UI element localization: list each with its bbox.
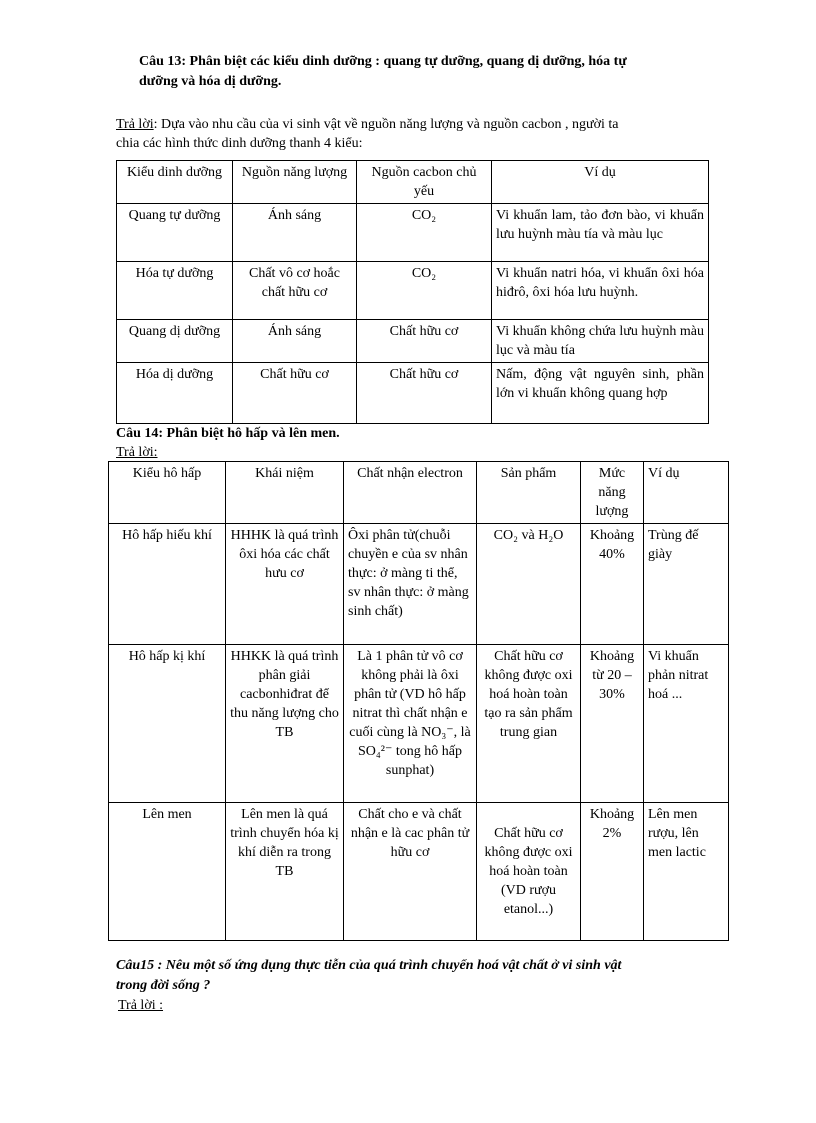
q13-header-vi-du: Ví dụ xyxy=(492,161,709,204)
q14-answer-label: Trả lời: xyxy=(116,445,158,460)
q13-cell-vi-du: Vi khuẩn natri hóa, vi khuẩn ôxi hóa hiđrô, ôxi hóa lưu huỳnh. xyxy=(492,262,709,320)
q13-title xyxy=(139,52,709,92)
q13-answer-line2: chia các hình thức dinh dưỡng thanh 4 kiểu: xyxy=(116,136,363,151)
q13-title-line1: Câu 13: Phân biệt các kiểu dinh dưỡng : quang tự dưỡng, quang dị dưỡng, hóa tự xyxy=(139,54,627,69)
q13-header-row xyxy=(117,161,709,204)
q13-title-line2: dưỡng và hóa dị dưỡng. xyxy=(139,74,282,89)
q14-cell-vi-du: Trùng đế giày xyxy=(644,524,729,645)
table-row xyxy=(117,262,709,320)
q13-answer xyxy=(116,115,716,153)
table-row xyxy=(109,803,729,941)
q13-cell-nang-luong: Chất hữu cơ xyxy=(233,363,357,424)
q14-cell-muc: Khoảng từ 20 – 30% xyxy=(581,645,644,803)
q14-cell-kieu: Hô hấp kị khí xyxy=(109,645,226,803)
table-row xyxy=(117,204,709,262)
q13-cell-kieu: Hóa dị dưỡng xyxy=(117,363,233,424)
q14-header-vi-du: Ví dụ xyxy=(644,462,729,524)
q13-cell-kieu: Hóa tự dưỡng xyxy=(117,262,233,320)
q13-cell-cacbon: Chất hữu cơ xyxy=(357,320,492,363)
q13-cell-vi-du: Nấm, động vật nguyên sinh, phần lớn vi khuẩn không quang hợp xyxy=(492,363,709,424)
q14-table xyxy=(108,461,729,941)
q13-answer-label: Trả lời xyxy=(116,117,154,132)
q13-cell-vi-du: Vi khuẩn không chứa lưu huỳnh màu lục và màu tía xyxy=(492,320,709,363)
table-row xyxy=(109,645,729,803)
q14-cell-kieu: Lên men xyxy=(109,803,226,941)
q13-cell-cacbon: CO₂ xyxy=(357,204,492,262)
q14-cell-san-pham: Chất hữu cơ không được oxi hoá hoàn toàn tạo ra sản phẩm trung gian xyxy=(477,645,581,803)
q13-cell-nang-luong: Ánh sáng xyxy=(233,320,357,363)
q14-cell-khai-niem: HHKK là quá trình phân giải cacbonhiđrat để thu năng lượng cho TB xyxy=(226,645,344,803)
q14-header-san-pham: Sản phẩm xyxy=(477,462,581,524)
q13-answer-line1 xyxy=(116,115,716,134)
q15-answer-label: Trả lời : xyxy=(118,998,164,1013)
q14-header-muc: Mức năng lượng xyxy=(581,462,644,524)
q13-cell-kieu: Quang dị dưỡng xyxy=(117,320,233,363)
q14-header-row xyxy=(109,462,729,524)
q14-cell-kieu: Hô hấp hiếu khí xyxy=(109,524,226,645)
q14-cell-san-pham: Chất hữu cơ không được oxi hoá hoàn toàn (VD rượu etanol...) xyxy=(477,803,581,941)
table-row xyxy=(109,524,729,645)
q13-cell-nang-luong: Chất vô cơ hoắc chất hữu cơ xyxy=(233,262,357,320)
q15-title xyxy=(116,956,736,996)
q13-cell-cacbon: CO₂ xyxy=(357,262,492,320)
table-row xyxy=(117,363,709,424)
q14-cell-muc: Khoảng 2% xyxy=(581,803,644,941)
q15-title-line1: Câu15 : Nêu một số ứng dụng thực tiễn của quá trình chuyển hoá vật chất ở vi sinh vật xyxy=(116,958,622,973)
q14-cell-khai-niem: Lên men là quá trình chuyển hóa kị khí diễn ra trong TB xyxy=(226,803,344,941)
q14-cell-khai-niem: HHHK là quá trình ôxi hóa các chất hưu cơ xyxy=(226,524,344,645)
q14-cell-vi-du: Lên men rượu, lên men lactic xyxy=(644,803,729,941)
q14-cell-chat-nhan: Ôxi phân tử(chuỗi chuyền e của sv nhân thực: ở màng ti thể, sv nhân thực: ở màng sinh chất) xyxy=(344,524,477,645)
q15-title-line2: trong đời sống ? xyxy=(116,978,211,993)
q14-cell-san-pham: CO₂ và H₂O xyxy=(477,524,581,645)
q14-cell-chat-nhan: Chất cho e và chất nhận e là cac phân tử hữu cơ xyxy=(344,803,477,941)
q13-header-kieu: Kiểu dinh dưỡng xyxy=(117,161,233,204)
q14-header-kieu: Kiểu hô hấp xyxy=(109,462,226,524)
q13-cell-vi-du: Vi khuẩn lam, tảo đơn bào, vi khuẩn lưu huỳnh màu tía và màu lục xyxy=(492,204,709,262)
q13-table xyxy=(116,160,709,424)
q13-cell-kieu: Quang tự dưỡng xyxy=(117,204,233,262)
q13-cell-cacbon: Chất hữu cơ xyxy=(357,363,492,424)
q14-title: Câu 14: Phân biệt hô hấp và lên men. xyxy=(116,426,340,441)
q14-header-chat-nhan: Chất nhận electron xyxy=(344,462,477,524)
q14-cell-chat-nhan: Là 1 phân tử vô cơ không phải là ôxi phân tử (VD hô hấp nitrat thì chất nhận e cuối cùng là NO₃⁻, là SO₄²⁻ tong hô hấp sunphat) xyxy=(344,645,477,803)
q13-header-cacbon: Nguồn cacbon chủ yếu xyxy=(357,161,492,204)
q14-cell-muc: Khoảng 40% xyxy=(581,524,644,645)
q13-answer-text1: : Dựa vào nhu cầu của vi sinh vật về nguồn năng lượng và nguồn cacbon , người ta xyxy=(153,117,619,132)
q13-header-nang-luong: Nguồn năng lượng xyxy=(233,161,357,204)
q14-cell-vi-du: Vi khuẩn phản nitrat hoá ... xyxy=(644,645,729,803)
q14-header-khai-niem: Khái niệm xyxy=(226,462,344,524)
q13-cell-nang-luong: Ánh sáng xyxy=(233,204,357,262)
table-row xyxy=(117,320,709,363)
